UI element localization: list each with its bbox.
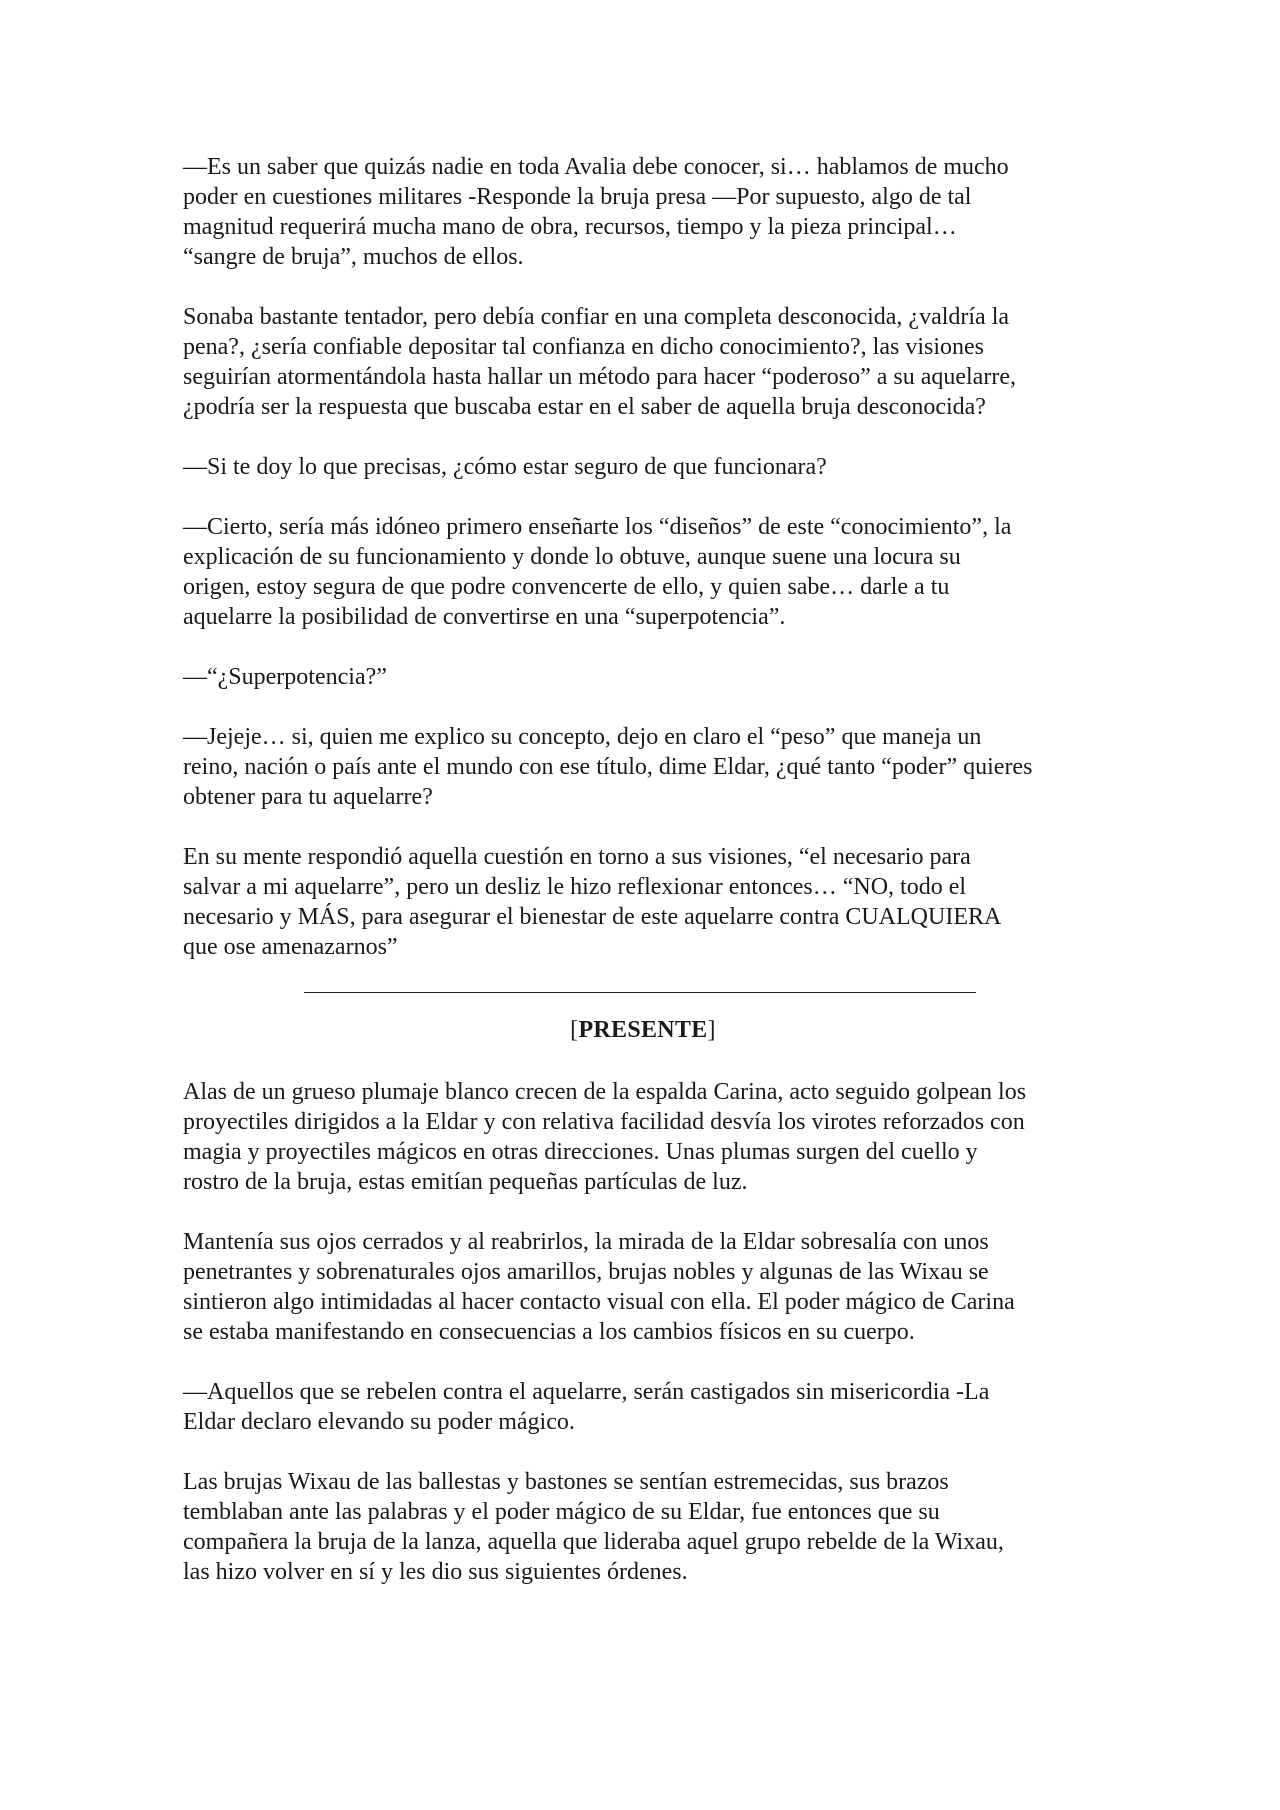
- text-line: Las brujas Wixau de las ballestas y bastones se sentían estremecidas, sus brazos: [183, 1469, 949, 1495]
- heading-bracket-open: [: [570, 1017, 579, 1043]
- paragraph: [183, 1077, 1103, 1197]
- heading-text: PRESENTE: [578, 1017, 708, 1043]
- document-page: [183, 152, 1103, 1617]
- paragraph: [183, 1377, 1103, 1437]
- text-line: seguirían atormentándola hasta hallar un método para hacer “poderoso” a su aquelarre,: [183, 364, 1016, 390]
- paragraph: [183, 302, 1103, 422]
- text-line: se estaba manifestando en consecuencias a los cambios físicos en su cuerpo.: [183, 1319, 915, 1345]
- text-line: Alas de un grueso plumaje blanco crecen de la espalda Carina, acto seguido golpean los: [183, 1079, 1027, 1105]
- text-line: salvar a mi aquelarre”, pero un desliz le hizo reflexionar entonces… “NO, todo el: [183, 874, 967, 900]
- text-line: pena?, ¿sería confiable depositar tal confianza en dicho conocimiento?, las visiones: [183, 334, 985, 360]
- text-line: compañera la bruja de la lanza, aquella que lideraba aquel grupo rebelde de la Wixau,: [183, 1529, 1004, 1555]
- text-line: sintieron algo intimidadas al hacer contacto visual con ella. El poder mágico de Carina: [183, 1289, 1015, 1315]
- text-line: “sangre de bruja”, muchos de ellos.: [183, 244, 524, 270]
- paragraph: [183, 152, 1103, 272]
- paragraph: [183, 842, 1103, 962]
- text-line: Mantenía sus ojos cerrados y al reabrirlos, la mirada de la Eldar sobresalía con unos: [183, 1229, 989, 1255]
- paragraph: [183, 722, 1103, 812]
- paragraph: [183, 662, 1103, 692]
- section-heading: [183, 1015, 1103, 1045]
- text-line: En su mente respondió aquella cuestión en torno a sus visiones, “el necesario para: [183, 844, 971, 870]
- text-line: aquelarre la posibilidad de convertirse en una “superpotencia”.: [183, 604, 786, 630]
- text-line: origen, estoy segura de que podre convencerte de ello, y quien sabe… darle a tu: [183, 574, 950, 600]
- text-line: las hizo volver en sí y les dio sus siguientes órdenes.: [183, 1559, 688, 1585]
- text-line: que ose amenazarnos”: [183, 934, 398, 960]
- section-past: [183, 152, 1103, 962]
- heading-bracket-close: ]: [707, 1017, 716, 1043]
- text-line: Sonaba bastante tentador, pero debía confiar en una completa desconocida, ¿valdría la: [183, 304, 1010, 330]
- paragraph: [183, 512, 1103, 632]
- text-line: —Es un saber que quizás nadie en toda Avalia debe conocer, si… hablamos de mucho: [183, 154, 1009, 180]
- text-line: —Si te doy lo que precisas, ¿cómo estar seguro de que funcionara?: [183, 454, 827, 480]
- text-line: magia y proyectiles mágicos en otras direcciones. Unas plumas surgen del cuello y: [183, 1139, 978, 1165]
- section-present: [183, 1077, 1103, 1587]
- text-line: —Jejeje… si, quien me explico su concepto, dejo en claro el “peso” que maneja un: [183, 724, 982, 750]
- text-line: temblaban ante las palabras y el poder mágico de su Eldar, fue entonces que su: [183, 1499, 940, 1525]
- paragraph: [183, 452, 1103, 482]
- text-line: Eldar declaro elevando su poder mágico.: [183, 1409, 575, 1435]
- text-line: —Aquellos que se rebelen contra el aquelarre, serán castigados sin misericordia -La: [183, 1379, 990, 1405]
- paragraph: [183, 1467, 1103, 1587]
- paragraph: [183, 1227, 1103, 1347]
- text-line: —“¿Superpotencia?”: [183, 664, 387, 690]
- text-line: penetrantes y sobrenaturales ojos amarillos, brujas nobles y algunas de las Wixau se: [183, 1259, 989, 1285]
- text-line: obtener para tu aquelarre?: [183, 784, 433, 810]
- text-line: poder en cuestiones militares -Responde la bruja presa —Por supuesto, algo de tal: [183, 184, 972, 210]
- text-line: —Cierto, sería más idóneo primero enseñarte los “diseños” de este “conocimiento”, la: [183, 514, 1012, 540]
- section-divider: [304, 992, 976, 993]
- text-line: magnitud requerirá mucha mano de obra, recursos, tiempo y la pieza principal…: [183, 214, 957, 240]
- text-line: proyectiles dirigidos a la Eldar y con relativa facilidad desvía los virotes reforzados con: [183, 1109, 1025, 1135]
- text-line: explicación de su funcionamiento y donde lo obtuve, aunque suene una locura su: [183, 544, 961, 570]
- text-line: ¿podría ser la respuesta que buscaba estar en el saber de aquella bruja desconocida?: [183, 394, 986, 420]
- text-line: necesario y MÁS, para asegurar el bienestar de este aquelarre contra CUALQUIERA: [183, 904, 1002, 930]
- text-line: rostro de la bruja, estas emitían pequeñas partículas de luz.: [183, 1169, 748, 1195]
- text-line: reino, nación o país ante el mundo con ese título, dime Eldar, ¿qué tanto “poder” quieres: [183, 754, 1033, 780]
